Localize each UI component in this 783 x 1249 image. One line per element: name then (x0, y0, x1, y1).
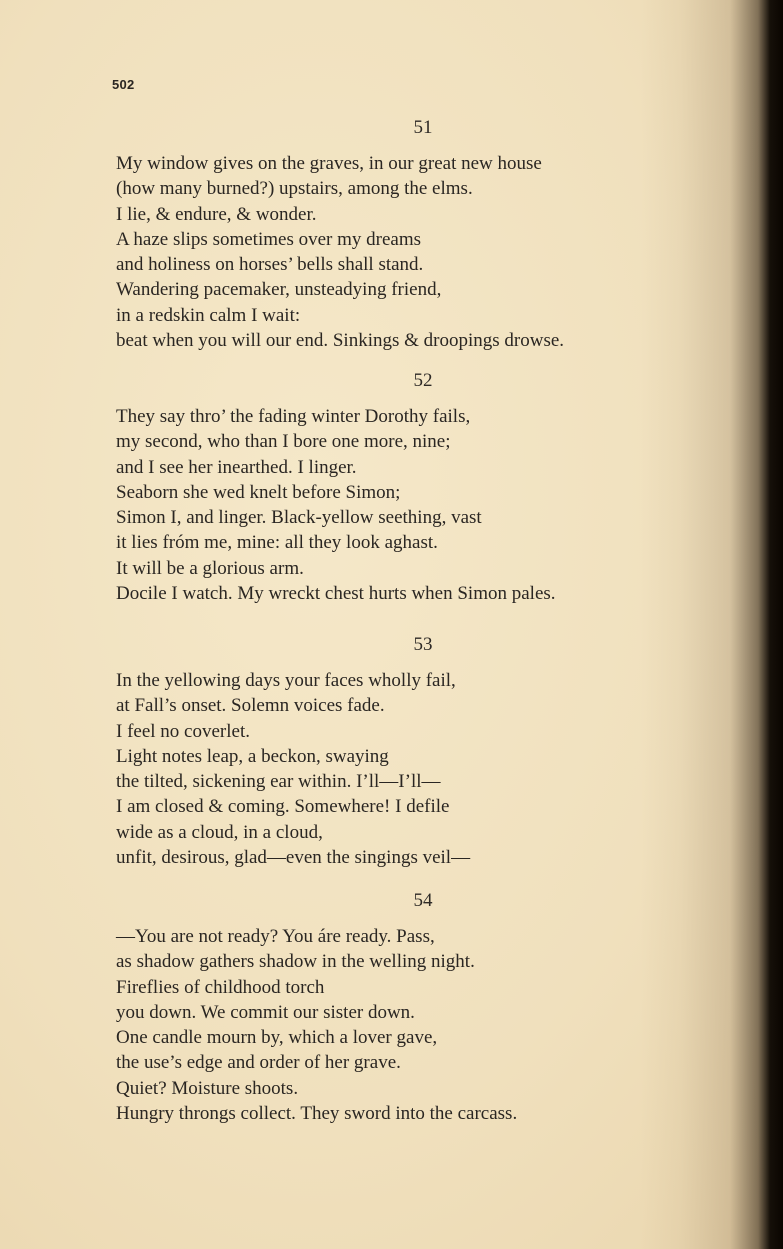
poem-number: 52 (413, 370, 433, 391)
poem-line: Light notes leap, a beckon, swaying (116, 745, 389, 767)
poem-line: Wandering pacemaker, unsteadying friend, (116, 279, 442, 301)
poem-line: as shadow gathers shadow in the welling night. (116, 951, 475, 973)
poem-line: my second, who than I bore one more, nine; (116, 431, 451, 453)
poem-line: unfit, desirous, glad—even the singings veil— (116, 847, 471, 869)
poem-line: (how many burned?) upstairs, among the elms. (116, 178, 473, 200)
poem-line: beat when you will our end. Sinkings & droopings drowse. (116, 330, 565, 352)
poem-line: Seaborn she wed knelt before Simon; (116, 481, 401, 503)
poem-line: It will be a glorious arm. (116, 557, 304, 579)
poem-line: My window gives on the graves, in our great new house (116, 153, 542, 174)
poem-line: Fireflies of childhood torch (116, 976, 325, 998)
poem-line: Simon I, and linger. Black-yellow seething, vast (116, 507, 482, 529)
poem-lines (116, 151, 564, 353)
poem-line: A haze slips sometimes over my dreams (116, 228, 421, 250)
poem-line: They say thro’ the fading winter Dorothy fails, (116, 406, 471, 427)
poem-line: I am closed & coming. Somewhere! I defile (116, 796, 450, 818)
poem-lines (116, 668, 470, 870)
poem-line: at Fall’s onset. Solemn voices fade. (116, 695, 385, 717)
poem-line: I feel no coverlet. (116, 720, 250, 742)
poem-number: 53 (413, 634, 433, 655)
poem-line: One candle mourn by, which a lover gave, (116, 1027, 438, 1049)
poem-line: and I see her inearthed. I linger. (116, 456, 357, 478)
poem-line: I lie, & endure, & wonder. (116, 203, 317, 225)
poem-line: the tilted, sickening ear within. I’ll—I’ll— (116, 771, 441, 793)
poem-lines (116, 404, 556, 606)
page-number: 502 (112, 77, 135, 92)
poem-lines (116, 924, 517, 1126)
poem-number: 51 (413, 117, 433, 138)
poem-line: Hungry throngs collect. They sword into the carcass. (116, 1103, 518, 1125)
poem-line: —You are not ready? You áre ready. Pass, (116, 926, 435, 947)
poem-line: and holiness on horses’ bells shall stand. (116, 254, 424, 276)
poem-line: you down. We commit our sister down. (116, 1001, 415, 1023)
poem-line: Quiet? Moisture shoots. (116, 1077, 299, 1099)
poem-line: Docile I watch. My wreckt chest hurts when Simon pales. (116, 583, 556, 605)
poem-line: wide as a cloud, in a cloud, (116, 821, 323, 843)
poem-line: in a redskin calm I wait: (116, 304, 301, 326)
poem-line: it lies fróm me, mine: all they look aghast. (116, 532, 438, 554)
poem-number: 54 (413, 890, 433, 911)
poem-line: the use’s edge and order of her grave. (116, 1052, 401, 1074)
poem-line: In the yellowing days your faces wholly fail, (116, 670, 456, 691)
